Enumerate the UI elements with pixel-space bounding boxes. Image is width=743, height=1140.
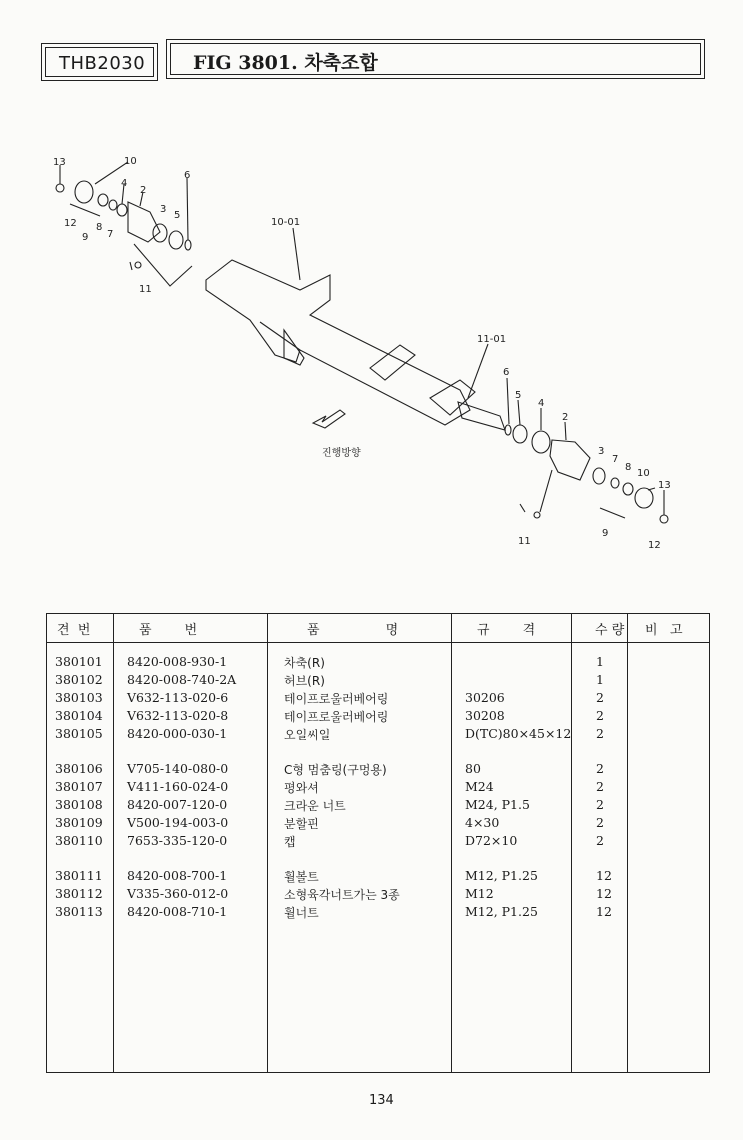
title-box [166, 39, 705, 79]
table-row [47, 868, 709, 886]
cell-part-no: V411-160-024-0 [127, 779, 229, 794]
cell-qty: 12 [596, 886, 612, 901]
axle-exploded-view [0, 140, 743, 580]
part-10-right [635, 488, 653, 508]
cell-no: 380112 [55, 886, 103, 901]
axle-beam [206, 260, 470, 425]
callout-4-left: 4 [121, 178, 128, 189]
callout-6-right: 6 [503, 367, 510, 378]
table-row [47, 779, 709, 797]
cell-spec: D(TC)80×45×12 [465, 726, 572, 741]
cell-no: 380104 [55, 708, 103, 723]
callout-12-right: 12 [648, 540, 661, 551]
cell-part-no: 8420-000-030-1 [127, 726, 228, 741]
callout-5-right: 5 [515, 390, 522, 401]
callout-11-left: 11 [139, 284, 152, 295]
callout-7-left: 7 [107, 229, 114, 240]
callout-10-left: 10 [124, 156, 137, 167]
callout-2-right: 2 [562, 412, 569, 423]
part-6-right [505, 425, 511, 435]
cell-no: 380106 [55, 761, 103, 776]
cell-no: 380113 [55, 904, 103, 919]
table-row [47, 654, 709, 672]
part-8-left [98, 194, 108, 206]
cell-qty: 1 [596, 672, 604, 687]
cell-part-no: V632-113-020-8 [127, 708, 229, 723]
cell-name: C형 멈춤링(구멍용) [284, 763, 387, 777]
cell-name: 평와셔 [284, 781, 319, 795]
part-2-hub-left [128, 202, 160, 242]
cell-qty: 12 [596, 868, 612, 883]
part-4-left [117, 204, 127, 216]
cell-qty: 1 [596, 654, 604, 669]
table-row [47, 672, 709, 690]
cell-name: 오일씨일 [284, 728, 331, 742]
table-row [47, 886, 709, 904]
callout-13-left: 13 [53, 157, 66, 168]
cell-name: 휠볼트 [284, 870, 319, 884]
cell-part-no: V705-140-080-0 [127, 761, 229, 776]
cell-name: 테이프로울러베어링 [284, 710, 389, 724]
cell-no: 380103 [55, 690, 103, 705]
part-7-left [109, 200, 117, 210]
cell-qty: 2 [596, 797, 604, 812]
cell-qty: 2 [596, 726, 604, 741]
table-row [47, 726, 709, 744]
part-13-right [660, 515, 668, 523]
axle-assembly-diagram [0, 140, 743, 580]
page-number: 134 [369, 1093, 394, 1108]
cell-no: 380107 [55, 779, 103, 794]
callout-13-right: 13 [658, 480, 671, 491]
model-code: THB2030 [59, 53, 146, 74]
cell-name: 크라운 너트 [284, 799, 346, 813]
cell-qty: 2 [596, 690, 604, 705]
callout-11-right: 11 [518, 536, 531, 547]
cell-name: 차축(R) [284, 656, 325, 670]
table-row [47, 797, 709, 815]
cell-spec: 80 [465, 761, 481, 776]
cell-spec: 4×30 [465, 815, 500, 830]
direction-arrow [313, 410, 345, 428]
cell-no: 380109 [55, 815, 103, 830]
cell-qty: 2 [596, 815, 604, 830]
table-row [47, 833, 709, 851]
cell-qty: 2 [596, 833, 604, 848]
table-row [47, 761, 709, 779]
callout-9-left: 9 [82, 232, 89, 243]
table-row [47, 904, 709, 922]
callout-5-left: 5 [174, 210, 181, 221]
model-box [41, 43, 158, 81]
cell-qty: 2 [596, 779, 604, 794]
cell-part-no: 8420-008-710-1 [127, 904, 228, 919]
cell-name: 소형육각너트가는 3종 [284, 888, 400, 902]
cell-spec: M12, P1.25 [465, 904, 538, 919]
cell-spec: M24 [465, 779, 494, 794]
parts-table [46, 613, 710, 1073]
cell-part-no: V335-360-012-0 [127, 886, 229, 901]
cell-spec: 30208 [465, 708, 505, 723]
cell-spec: M12 [465, 886, 494, 901]
header-name: 품 명 [307, 623, 399, 638]
cell-no: 380108 [55, 797, 103, 812]
cell-part-no: V500-194-003-0 [127, 815, 229, 830]
header-part-no: 품 번 [139, 623, 198, 638]
callout-3-right: 3 [598, 446, 605, 457]
callout-4-right: 4 [538, 398, 545, 409]
callout-8-left: 8 [96, 222, 103, 233]
cell-part-no: 7653-335-120-0 [127, 833, 228, 848]
table-row [47, 708, 709, 726]
part-4-right [532, 431, 550, 453]
callout-7-right: 7 [612, 454, 619, 465]
cell-qty: 2 [596, 708, 604, 723]
figure-title: FIG 3801. 차축조합 [193, 52, 378, 74]
cell-no: 380105 [55, 726, 103, 741]
cell-part-no: 8420-008-740-2A [127, 672, 237, 687]
cell-name: 분할핀 [284, 817, 319, 831]
callout-9-right: 9 [602, 528, 609, 539]
cell-no: 380111 [55, 868, 103, 883]
part-2-hub-right [550, 440, 590, 480]
spindle-right [458, 402, 505, 430]
cell-no: 380101 [55, 654, 103, 669]
callout-11-01: 11-01 [477, 334, 507, 345]
callout-2-left: 2 [140, 185, 147, 196]
callout-6-left: 6 [184, 170, 191, 181]
part-8-right [623, 483, 633, 495]
part-6-left [185, 240, 191, 250]
part-13-left [56, 184, 64, 192]
cell-name: 허브(R) [284, 674, 325, 688]
callout-10-right: 10 [637, 468, 650, 479]
cell-name: 휠너트 [284, 906, 319, 920]
direction-label: 진행방향 [322, 448, 361, 459]
callout-8-right: 8 [625, 462, 632, 473]
table-header-row [47, 614, 709, 643]
cell-part-no: 8420-008-930-1 [127, 654, 228, 669]
cell-no: 380102 [55, 672, 103, 687]
cell-spec: M24, P1.5 [465, 797, 530, 812]
cell-name: 테이프로울러베어링 [284, 692, 389, 706]
cell-name: 캡 [284, 835, 296, 849]
part-10-left [75, 181, 93, 203]
callout-3-left: 3 [160, 204, 167, 215]
cell-part-no: 8420-007-120-0 [127, 797, 228, 812]
cell-spec: M12, P1.25 [465, 868, 538, 883]
part-3-right [593, 468, 605, 484]
part-7-right [611, 478, 619, 488]
callout-12-left: 12 [64, 218, 77, 229]
part-5-left [169, 231, 183, 249]
cell-part-no: V632-113-020-6 [127, 690, 229, 705]
header-spec: 규 격 [477, 623, 536, 638]
part-5-right [513, 425, 527, 443]
cell-no: 380110 [55, 833, 103, 848]
table-row [47, 690, 709, 708]
table-row [47, 815, 709, 833]
header-remark: 비 고 [645, 623, 683, 638]
part-3-left [153, 224, 167, 242]
cell-qty: 2 [596, 761, 604, 776]
cell-qty: 12 [596, 904, 612, 919]
header-qty: 수 량 [595, 623, 625, 638]
cell-part-no: 8420-008-700-1 [127, 868, 228, 883]
callout-10-01: 10-01 [271, 217, 301, 228]
cell-spec: 30206 [465, 690, 505, 705]
header-no: 견 번 [57, 623, 91, 638]
cell-spec: D72×10 [465, 833, 518, 848]
